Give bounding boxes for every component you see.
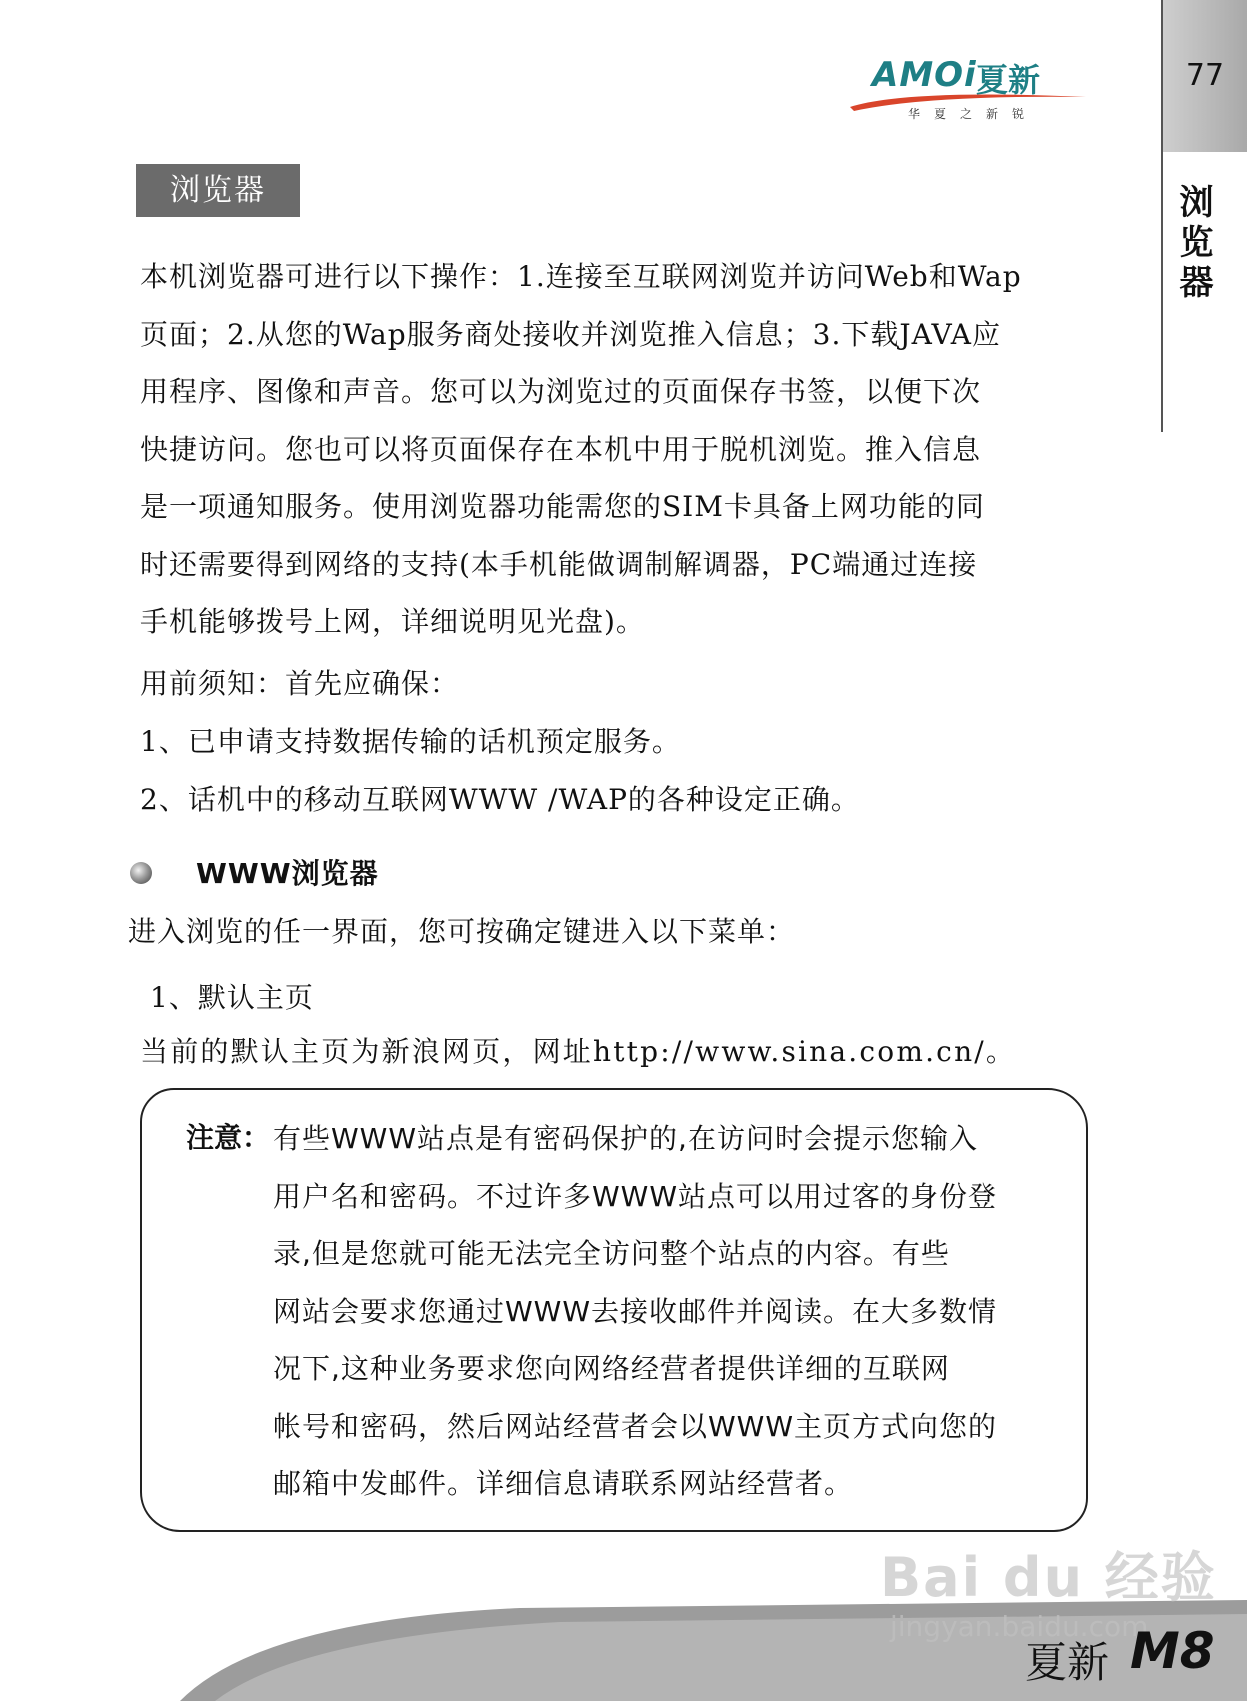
side-section-title: 浏览器 [1173, 184, 1213, 304]
intro-line: 手机能够拨号上网，详细说明见光盘)。 [140, 605, 645, 638]
intro-line: 时还需要得到网络的支持(本手机能做调制解调器，PC端通过连接 [140, 547, 978, 581]
footer-brand: 夏新 [1025, 1638, 1110, 1687]
intro-paragraph [140, 248, 1090, 651]
intro-line: 用程序、图像和声音。您可以为浏览过的页面保存书签，以便下次 [140, 375, 982, 408]
intro-line: 快捷访问。您也可以将页面保存在本机中用于脱机浏览。推入信息 [140, 432, 982, 466]
logo-brand-cn: 夏新 [976, 61, 1041, 99]
menu-item-1-desc: 当前的默认主页为新浪网页，网址http://www.sina.com.cn/。 [140, 1035, 1017, 1068]
footer-model: M8 [1130, 1622, 1215, 1680]
baidu-watermark-url: jingyan.baidu.com [890, 1610, 1149, 1643]
page-number: 77 [1185, 58, 1225, 93]
www-heading: WWW浏览器 [196, 857, 379, 890]
intro-line: 页面；2.从您的Wap服务商处接收并浏览推入信息；3.下载JAVA应 [140, 317, 1001, 351]
note-text: 有些WWW站点是有密码保护的,在访问时会提示您输入 用户名和密码。不过许多WWW站点可以用过客的身份登 录,但是您就可能无法完全访问整个站点的内容。有些 网站会要求您通过WWW去接收邮件并阅读。在大多数情 况下,这种业务要求您向网络经营者提供详细的互联网 帐号和密码，然后网站经营者会以WWW主页方式向您的 邮箱中发邮件。详细信息请联系网站经营者。 [273, 1122, 998, 1500]
www-intro: 进入浏览的任一界面，您可按确定键进入以下菜单： [128, 915, 796, 948]
prereq-item-2: 2、话机中的移动互联网WWW /WAP的各种设定正确。 [140, 783, 860, 816]
logo-brand: AMOi [872, 55, 977, 95]
section-title: 浏览器 [136, 164, 300, 217]
logo-slogan: 华夏之新锐 [908, 107, 1039, 121]
bullet-icon [130, 862, 152, 884]
side-divider [1161, 0, 1163, 432]
note-label: 注意： [186, 1121, 271, 1154]
menu-item-1: 1、默认主页 [150, 981, 314, 1014]
prereq-title: 用前须知：首先应确保： [140, 667, 460, 700]
intro-line: 本机浏览器可进行以下操作：1.连接至互联网浏览并访问Web和Wap [140, 260, 1022, 293]
intro-line: 是一项通知服务。使用浏览器功能需您的SIM卡具备上网功能的同 [140, 490, 985, 523]
baidu-watermark: Bai du 经验 [880, 1546, 1217, 1609]
amoi-logo [848, 55, 1088, 125]
prereq-item-1: 1、已申请支持数据传输的话机预定服务。 [140, 725, 681, 758]
